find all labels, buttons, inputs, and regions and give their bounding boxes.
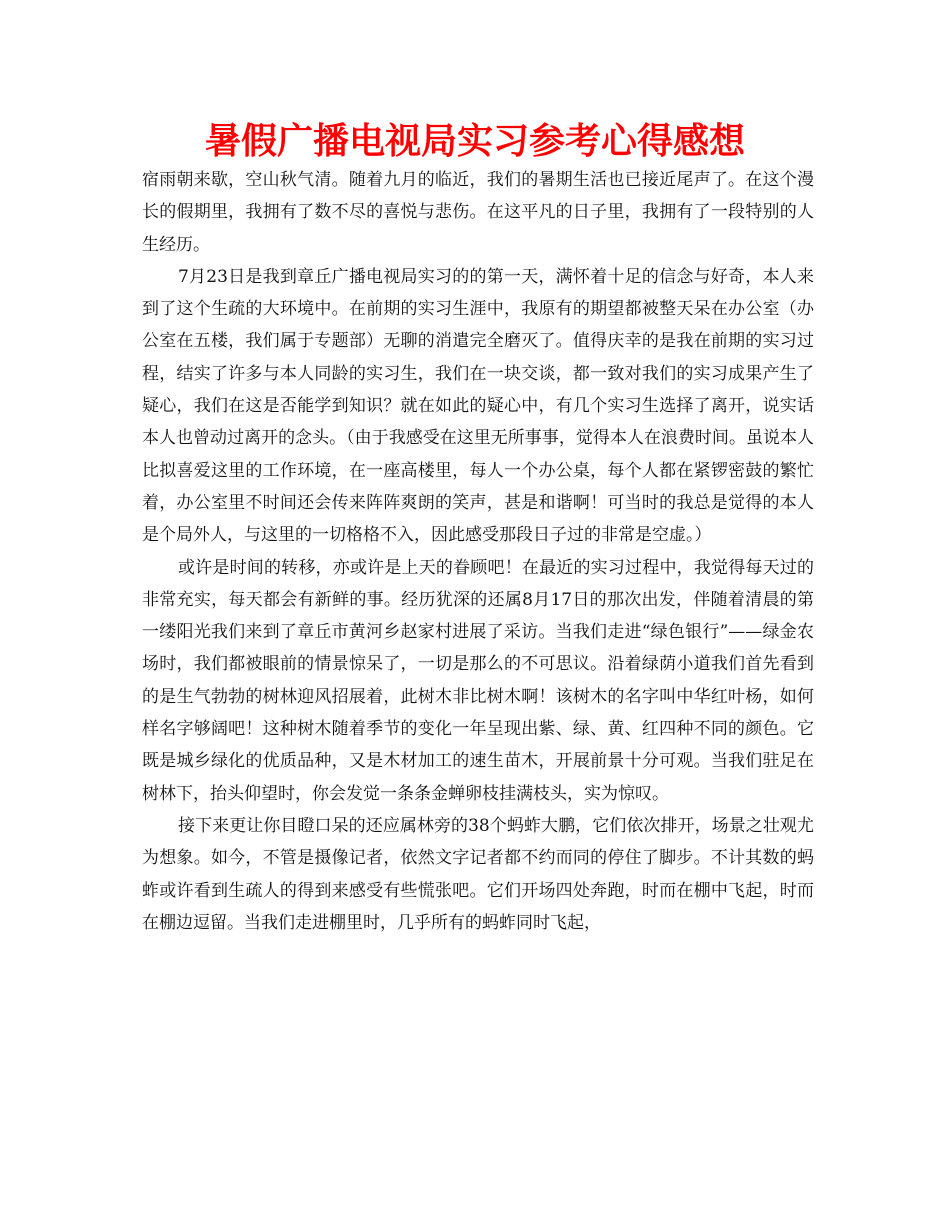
paragraph-first-day: 7月23日是我到章丘广播电视局实习的的第一天，满怀着十足的信念与好奇，本人来到了这个生疏的大环境中。在前期的实习生涯中，我原有的期望都被整天呆在办公室（办公室在五楼，我们属于专题部）无聊的消遣完全磨灭了。值得庆幸的是我在前期的实习过程，结实了许多与本人同龄的实习生，我们在一块交谈，都一致对我们的实习成果产生了疑心，我们在这是否能学到知识？就在如此的疑心中，有几个实习生选择了离开，说实话本人也曾动过离开的念头。（由于我感受在这里无所事事，觉得本人在浪费时间。虽说本人比拟喜爱这里的工作环境，在一座高楼里，每人一个办公桌，每个人都在紧锣密鼓的繁忙着，办公室里不时间还会传来阵阵爽朗的笑声，甚是和谐啊！可当时的我总是觉得的本人是个局外人，与这里的一切格格不入，因此感受那段日子过的非常是空虚。） (142, 266, 814, 546)
paragraph-field-trip: 或许是时间的转移，亦或许是上天的眷顾吧！在最近的实习过程中，我觉得每天过的非常充实，每天都会有新鲜的事。经历犹深的还属8月17日的那次出发，伴随着清晨的第一缕阳光我们来到了章丘市黄河乡赵家村进展了采访。当我们走进“绿色银行”——绿金农场时，我们都被眼前的情景惊呆了，一切是那么的不可思议。沿着绿荫小道我们首先看到的是生气勃勃的树林迎风招展着，此树木非比树木啊！该树木的名字叫中华红叶杨，如何样名字够阔吧！这种树木随着季节的变化一年呈现出紫、绿、黄、红四种不同的颜色。它既是城乡绿化的优质品种，又是木材加工的速生苗木，开展前景十分可观。当我们驻足在树林下，抬头仰望时，你会发觉一条条金蝉卵枝挂满枝头，实为惊叹。 (142, 557, 814, 804)
paragraph-locust-sheds: 接下来更让你目瞪口呆的还应属林旁的38个蚂蚱大鹏，它们依次排开，场景之壮观尤为想象。如今，不管是摄像记者，依然文字记者都不约而同的停住了脚步。不计其数的蚂蚱或许看到生疏人的得到来感受有些慌张吧。它们开场四处奔跑，时而在棚中飞起，时而在棚边逗留。当我们走进棚里时，几乎所有的蚂蚱同时飞起， (142, 815, 814, 933)
document-body (142, 164, 814, 939)
paragraph-intro: 宿雨朝来歇，空山秋气清。随着九月的临近，我们的暑期生活也已接近尾声了。在这个漫长的假期里，我拥有了数不尽的喜悦与悲伤。在这平凡的日子里，我拥有了一段特别的人生经历。 (142, 170, 814, 255)
document-title: 暑假广播电视局实习参考心得感想 (204, 121, 745, 162)
